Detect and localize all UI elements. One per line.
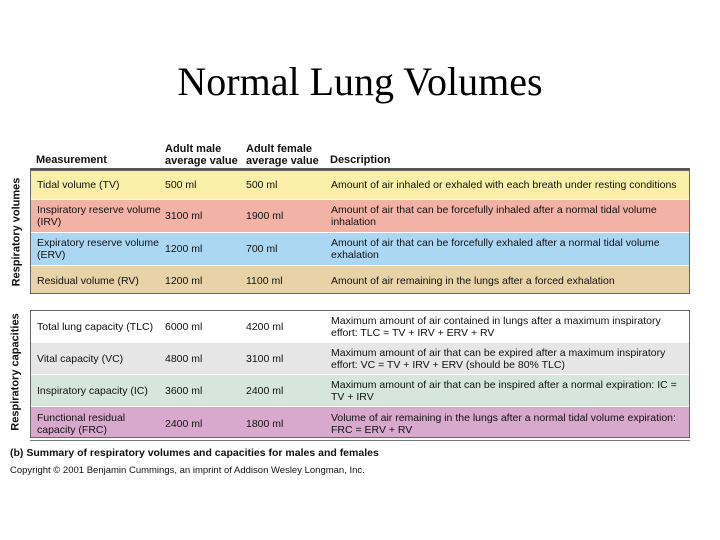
cell-description: Amount of air inhaled or exhaled with each breath under resting conditions [331, 179, 677, 191]
table-row [31, 266, 689, 294]
side-label-volumes: Respiratory volumes [10, 177, 23, 287]
cell-female-value: 1800 ml [246, 417, 284, 430]
table-row [31, 407, 689, 438]
cell-description: Volume of air remaining in the lungs after a normal tidal volume expiration: FRC = ERV + RV [331, 411, 676, 436]
cell-description: Amount of air remaining in the lungs after a forced exhalation [331, 275, 615, 287]
cell-female-value: 3100 ml [246, 352, 284, 365]
cell-male-value: 1200 ml [165, 243, 203, 255]
cell-female-value: 2400 ml [246, 384, 284, 397]
cell-measurement: Functional residual capacity (FRC) [37, 411, 126, 436]
cell-female-value: 1100 ml [246, 275, 283, 287]
figure-caption: (b) Summary of respiratory volumes and capacities for males and females [10, 447, 379, 459]
header-male [165, 143, 238, 167]
cell-description: Maximum amount of air contained in lungs after a maximum inspiratory effort: TLC = TV + IRV + ERV + RV [331, 314, 661, 339]
cell-female-value: 500 ml [246, 179, 278, 191]
table-row [31, 171, 689, 200]
cell-measurement: Inspiratory capacity (IC) [37, 384, 148, 397]
cell-description: Maximum amount of air that can be inspired after a normal expiration: IC = TV + IRV [331, 378, 677, 403]
table-row [31, 375, 689, 407]
cell-measurement: Total lung capacity (TLC) [37, 320, 154, 333]
header-measurement: Measurement [36, 154, 107, 166]
table-row [31, 311, 689, 343]
cell-description: Amount of air that can be forcefully exhaled after a normal tidal volume exhalation [331, 237, 660, 261]
table-row [31, 343, 689, 375]
header-female [246, 143, 319, 167]
header-female-line1: Adult female [246, 143, 313, 155]
cell-male-value: 500 ml [165, 179, 197, 191]
cell-male-value: 6000 ml [165, 320, 203, 333]
cell-description: Maximum amount of air that can be expired after a maximum inspiratory effort: VC = TV + IRV + ERV (should be 80% TLC) [331, 346, 666, 371]
cell-description: Amount of air that can be forcefully inhaled after a normal tidal volume inhalation [331, 204, 657, 228]
cell-female-value: 4200 ml [246, 320, 284, 333]
cell-male-value: 4800 ml [165, 352, 203, 365]
volumes-section [30, 170, 690, 294]
header-description: Description [330, 154, 391, 166]
copyright: Copyright © 2001 Benjamin Cummings, an imprint of Addison Wesley Longman, Inc. [10, 465, 365, 476]
cell-measurement: Residual volume (RV) [37, 275, 139, 287]
table-row [31, 200, 689, 233]
cell-measurement: Expiratory reserve volume (ERV) [37, 237, 159, 261]
cell-female-value: 1900 ml [246, 210, 284, 222]
table-row [31, 233, 689, 266]
slide-title: Normal Lung Volumes [177, 59, 543, 104]
cell-male-value: 1200 ml [165, 275, 203, 287]
cell-measurement: Inspiratory reserve volume (IRV) [37, 204, 161, 228]
cell-male-value: 3600 ml [165, 384, 203, 397]
cell-measurement: Tidal volume (TV) [37, 179, 120, 191]
bottom-rule [30, 440, 690, 441]
header-male-line1: Adult male [165, 143, 222, 155]
side-label-capacities: Respiratory capacities [10, 313, 23, 431]
cell-female-value: 700 ml [246, 243, 278, 255]
header-male-line2: average value [165, 155, 238, 167]
cell-measurement: Vital capacity (VC) [37, 352, 124, 365]
cell-male-value: 3100 ml [165, 210, 203, 222]
header-female-line2: average value [246, 155, 319, 167]
cell-male-value: 2400 ml [165, 417, 203, 430]
capacities-section [30, 310, 690, 438]
